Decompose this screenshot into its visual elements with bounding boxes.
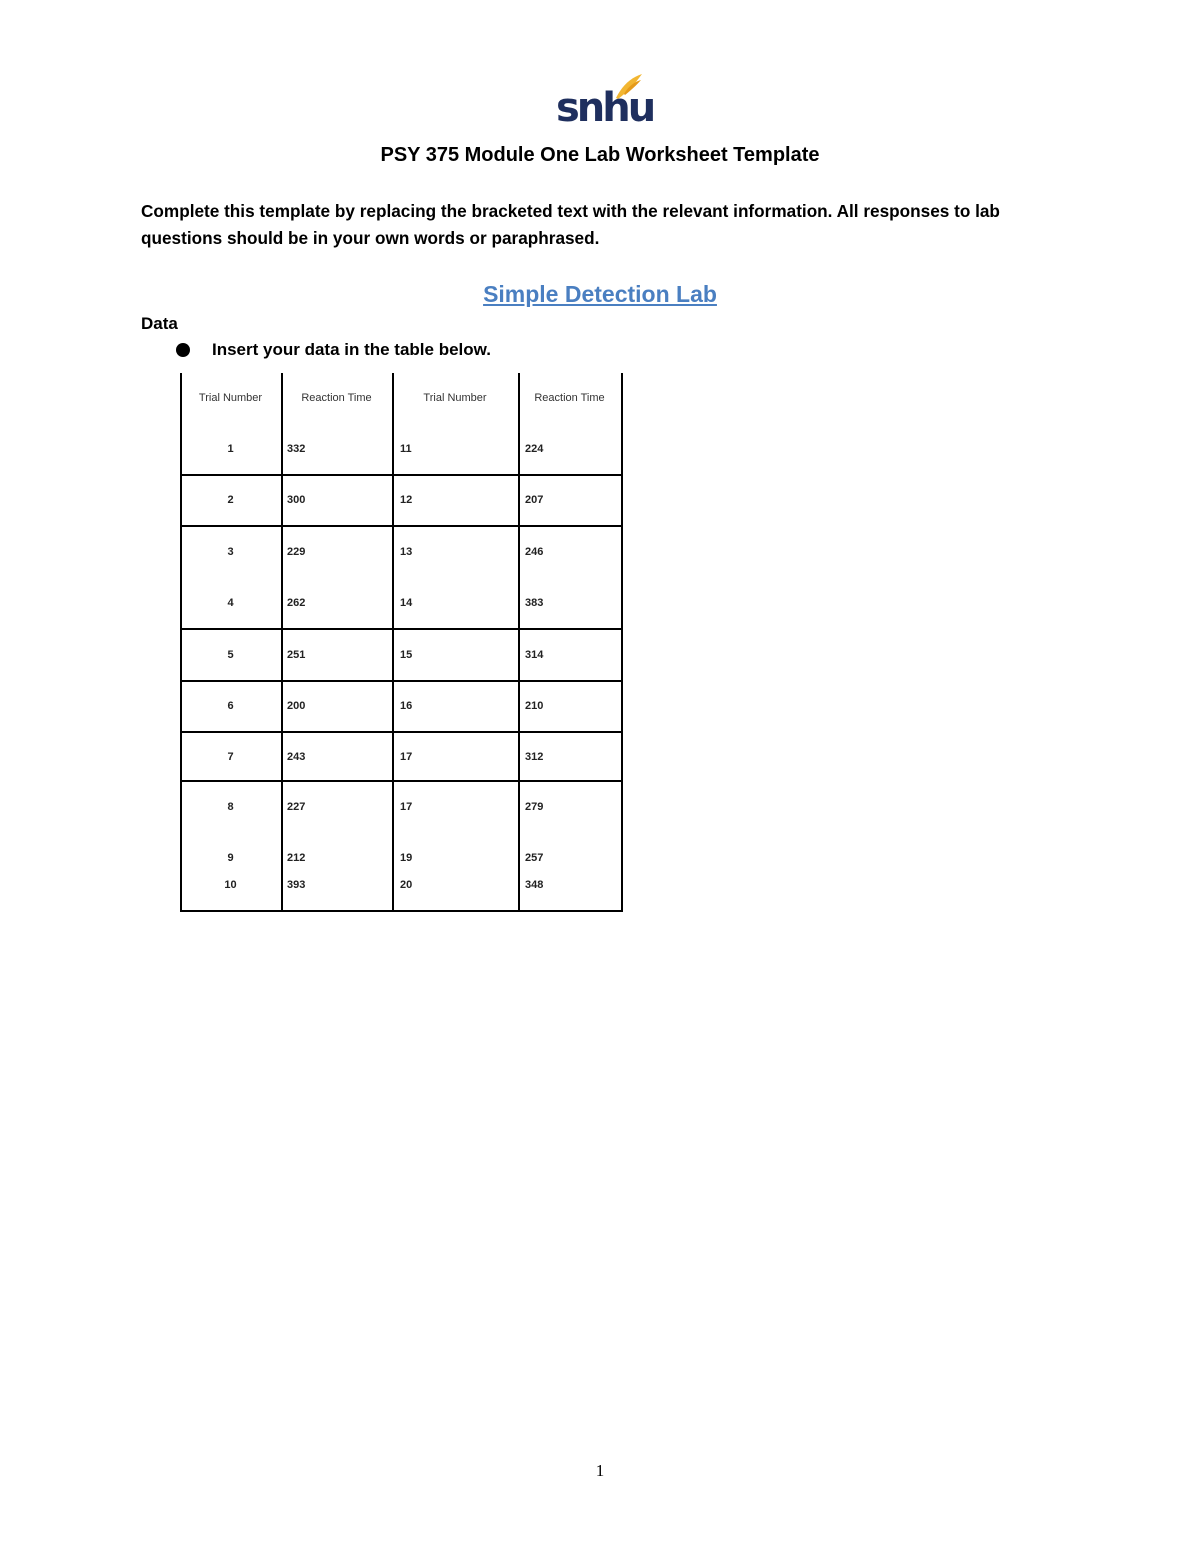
- table-cell: 10: [224, 879, 237, 891]
- table-header-cell: Reaction Time: [534, 392, 605, 404]
- table-cell: 300: [287, 494, 306, 506]
- table-cell: 348: [525, 879, 544, 891]
- table-cell: 229: [287, 546, 306, 558]
- table-cell: 200: [287, 700, 306, 712]
- document-title: PSY 375 Module One Lab Worksheet Template: [380, 144, 820, 166]
- table-column-border: [518, 373, 520, 912]
- table-cell: 5: [227, 649, 234, 661]
- table-row-border: [180, 680, 623, 682]
- table-cell: 212: [287, 852, 306, 864]
- table-row-border: [180, 910, 623, 912]
- table-cell: 227: [287, 801, 306, 813]
- table-cell: 207: [525, 494, 544, 506]
- table-cell: 383: [525, 597, 544, 609]
- table-header-cell: Trial Number: [423, 392, 487, 404]
- table-cell: 13: [400, 546, 413, 558]
- table-cell: 6: [227, 700, 234, 712]
- table-row-border: [180, 731, 623, 733]
- table-cell: 17: [400, 801, 413, 813]
- bullet-icon: [176, 343, 190, 357]
- table-cell: 4: [227, 597, 234, 609]
- table-cell: 11: [400, 443, 412, 455]
- table-cell: 7: [227, 751, 234, 763]
- table-cell: 9: [227, 852, 234, 864]
- table-cell: 17: [400, 751, 413, 763]
- table-cell: 314: [525, 649, 544, 661]
- table-cell: 8: [227, 801, 234, 813]
- table-cell: 15: [400, 649, 413, 661]
- bullet-text: Insert your data in the table below.: [212, 340, 491, 359]
- table-cell: 393: [287, 879, 306, 891]
- table-cell: 262: [287, 597, 306, 609]
- section-heading: Simple Detection Lab: [483, 281, 717, 307]
- table-cell: 246: [525, 546, 544, 558]
- table-cell: 3: [227, 546, 234, 558]
- table-header-cell: Reaction Time: [301, 392, 372, 404]
- table-cell: 257: [525, 852, 544, 864]
- data-label: Data: [141, 314, 178, 333]
- logo-wordmark: snhu: [556, 85, 654, 131]
- table-cell: 251: [287, 649, 306, 661]
- table-header-cell: Trial Number: [198, 392, 263, 404]
- table-cell: 16: [400, 700, 413, 712]
- table-cell: 279: [525, 801, 544, 813]
- table-cell: 1: [227, 443, 234, 455]
- table-column-border: [281, 373, 283, 912]
- table-cell: 14: [400, 597, 413, 609]
- table-row-border: [180, 780, 623, 782]
- table-cell: 20: [400, 879, 413, 891]
- table-row-border: [180, 525, 623, 527]
- table-row-border: [180, 628, 623, 630]
- snhu-logo: [556, 72, 654, 132]
- instructions-paragraph: Complete this template by replacing the bracketed text with the relevant information. All responses to lab questions should be in your own words or paraphrased.: [141, 201, 1000, 248]
- table-cell: 224: [525, 443, 544, 455]
- table-cell: 2: [227, 494, 234, 506]
- table-cell: 312: [525, 751, 544, 763]
- table-column-border: [392, 373, 394, 912]
- reaction-time-table: [180, 373, 623, 912]
- table-cell: 19: [400, 852, 413, 864]
- table-column-border: [621, 373, 623, 912]
- table-cell: 210: [525, 700, 544, 712]
- page-number: 1: [595, 1461, 605, 1480]
- table-cell: 332: [287, 443, 306, 455]
- table-cell: 243: [287, 751, 306, 763]
- table-cell: 12: [400, 494, 413, 506]
- table-row-border: [180, 474, 623, 476]
